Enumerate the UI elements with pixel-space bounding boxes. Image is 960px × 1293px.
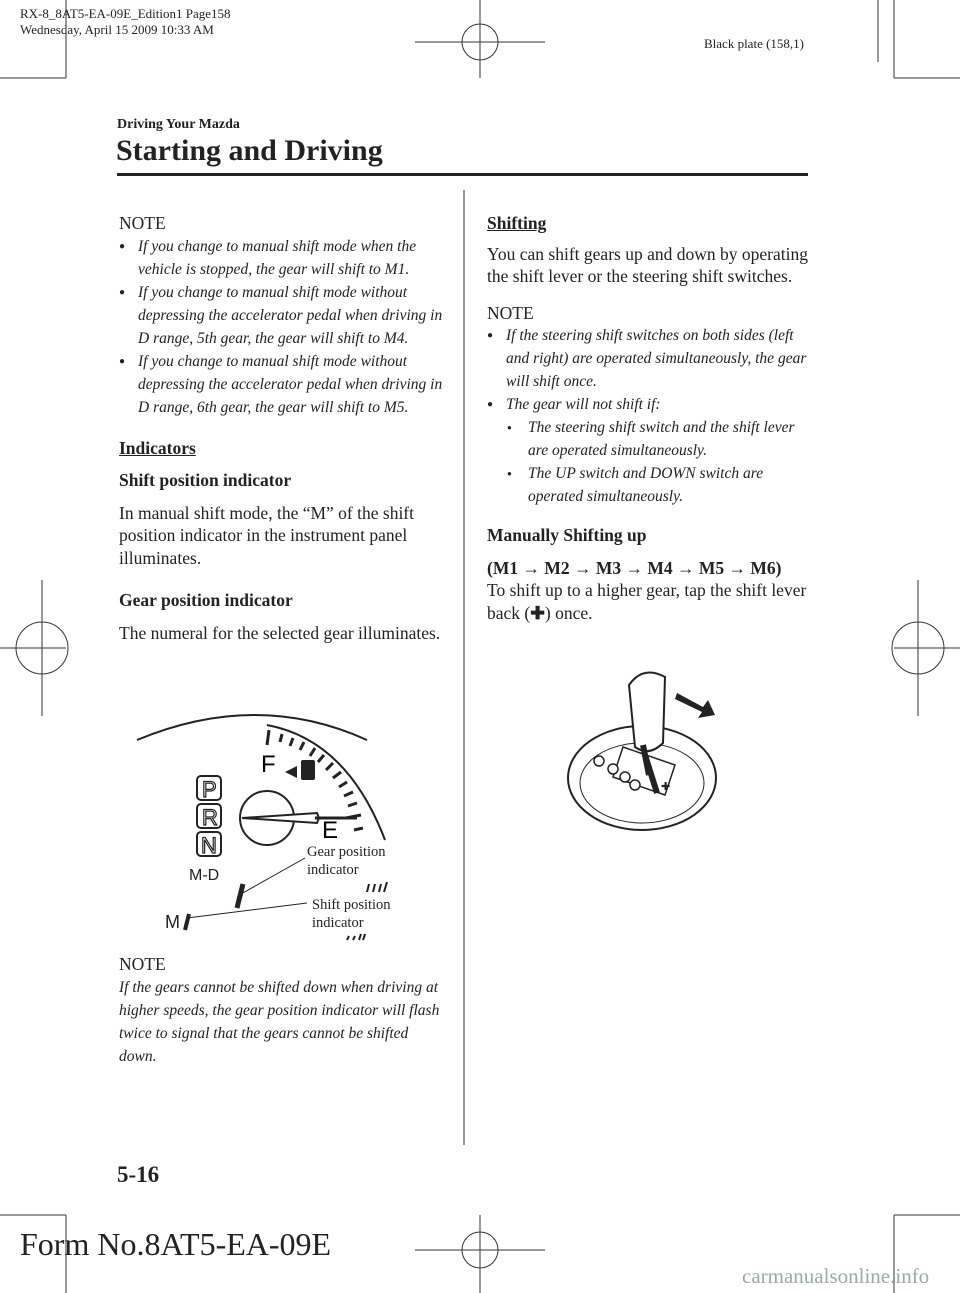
- gauge-f: F: [261, 751, 276, 778]
- meta-line-1: RX-8_8AT5-EA-09E_Edition1 Page158: [20, 6, 231, 21]
- shift-leader-line: [187, 903, 307, 918]
- section-label: Driving Your Mazda: [117, 117, 240, 132]
- n-letter: N: [201, 833, 217, 858]
- print-meta: [20, 6, 231, 38]
- gauge-arc-outer: [137, 715, 367, 740]
- gear-position-heading: Gear position indicator: [119, 590, 293, 610]
- note-bullet: ● If you change to manual shift mode without depressing the accelerator pedal when driving in D range, 6th gear, the gear will shift to M5.: [119, 350, 444, 419]
- r-letter: R: [202, 805, 218, 830]
- title-rule: [117, 173, 808, 176]
- md-label: M-D: [189, 867, 220, 884]
- m-label: M: [165, 912, 180, 932]
- sequence: (M1 → M2 → M3 → M4 → M5 → M6): [487, 557, 782, 578]
- instrument-figure: [117, 700, 447, 945]
- note2-text: If the gears cannot be shifted down when driving at higher speeds, the gear position indicator will flash twice to signal that the gears cannot be shifted down.: [119, 978, 440, 1065]
- note-sub-bullet: ● The steering shift switch and the shift lever are operated simultaneously.: [487, 416, 812, 462]
- note-bullet: ● If the steering shift switches on both sides (left and right) are operated simultaneously, the gear will shift once.: [487, 324, 812, 393]
- shift-label-2: indicator: [312, 915, 364, 931]
- gear-label-2: indicator: [307, 862, 359, 878]
- p-letter: P: [202, 777, 217, 802]
- note-bullet: ● If you change to manual shift mode when the vehicle is stopped, the gear will shift to M1.: [119, 235, 444, 281]
- m-segment: [185, 914, 189, 930]
- left-note2: [119, 953, 444, 1068]
- note2-heading: NOTE: [119, 954, 166, 974]
- shifting-heading: Shifting: [487, 213, 547, 233]
- instruction-post: ) once.: [544, 602, 593, 623]
- shifting-text: You can shift gears up and down by operating the shift lever or the steering shift switches.: [487, 243, 808, 286]
- note-sub-bullet: ● The UP switch and DOWN switch are operated simultaneously.: [487, 462, 812, 508]
- note-heading-right: NOTE: [487, 302, 534, 323]
- plate-label: Black plate (158,1): [704, 36, 804, 51]
- fuel-arrow-icon: [285, 766, 297, 778]
- gear-digit-seg: [237, 884, 243, 908]
- right-column: [487, 212, 812, 624]
- watermark: carmanualsonline.info: [742, 1264, 930, 1288]
- shift-lever-figure: [565, 655, 725, 870]
- shift-label-1: Shift position: [312, 897, 391, 913]
- shift-knob: [629, 673, 665, 752]
- note-heading: NOTE: [119, 213, 166, 233]
- note-bullet: ● If you change to manual shift mode without depressing the accelerator pedal when driving in D range, 5th gear, the gear will shift to M4.: [119, 281, 444, 350]
- fuel-pump-icon: [301, 760, 315, 780]
- gear-label-1: Gear position: [307, 844, 386, 860]
- form-number: Form No.8AT5-EA-09E: [20, 1226, 332, 1262]
- left-column: [119, 212, 444, 644]
- instruction-pre: To shift up to a higher gear, tap the shift lever back (: [487, 580, 807, 623]
- plus-icon: ✚: [530, 602, 545, 623]
- manual-up-heading: Manually Shifting up: [487, 525, 647, 545]
- gauge-e: E: [322, 817, 339, 844]
- shift-position-text: In manual shift mode, the “M” of the shift position indicator in the instrument panel illuminates.: [119, 502, 414, 568]
- instruction: [487, 579, 812, 624]
- gear-leader-line: [241, 858, 305, 894]
- page-number: 5-16: [117, 1162, 160, 1187]
- indicators-heading: Indicators: [119, 437, 196, 458]
- gear-position-text: The numeral for the selected gear illuminates.: [119, 622, 441, 643]
- note-bullet: ● The gear will not shift if:: [487, 393, 812, 416]
- shift-plus: ✚: [661, 781, 671, 793]
- shift-arrow-icon: [675, 693, 715, 718]
- page-title: Starting and Driving: [116, 134, 383, 167]
- shift-position-heading: Shift position indicator: [119, 470, 292, 490]
- meta-line-2: Wednesday, April 15 2009 10:33 AM: [20, 22, 214, 37]
